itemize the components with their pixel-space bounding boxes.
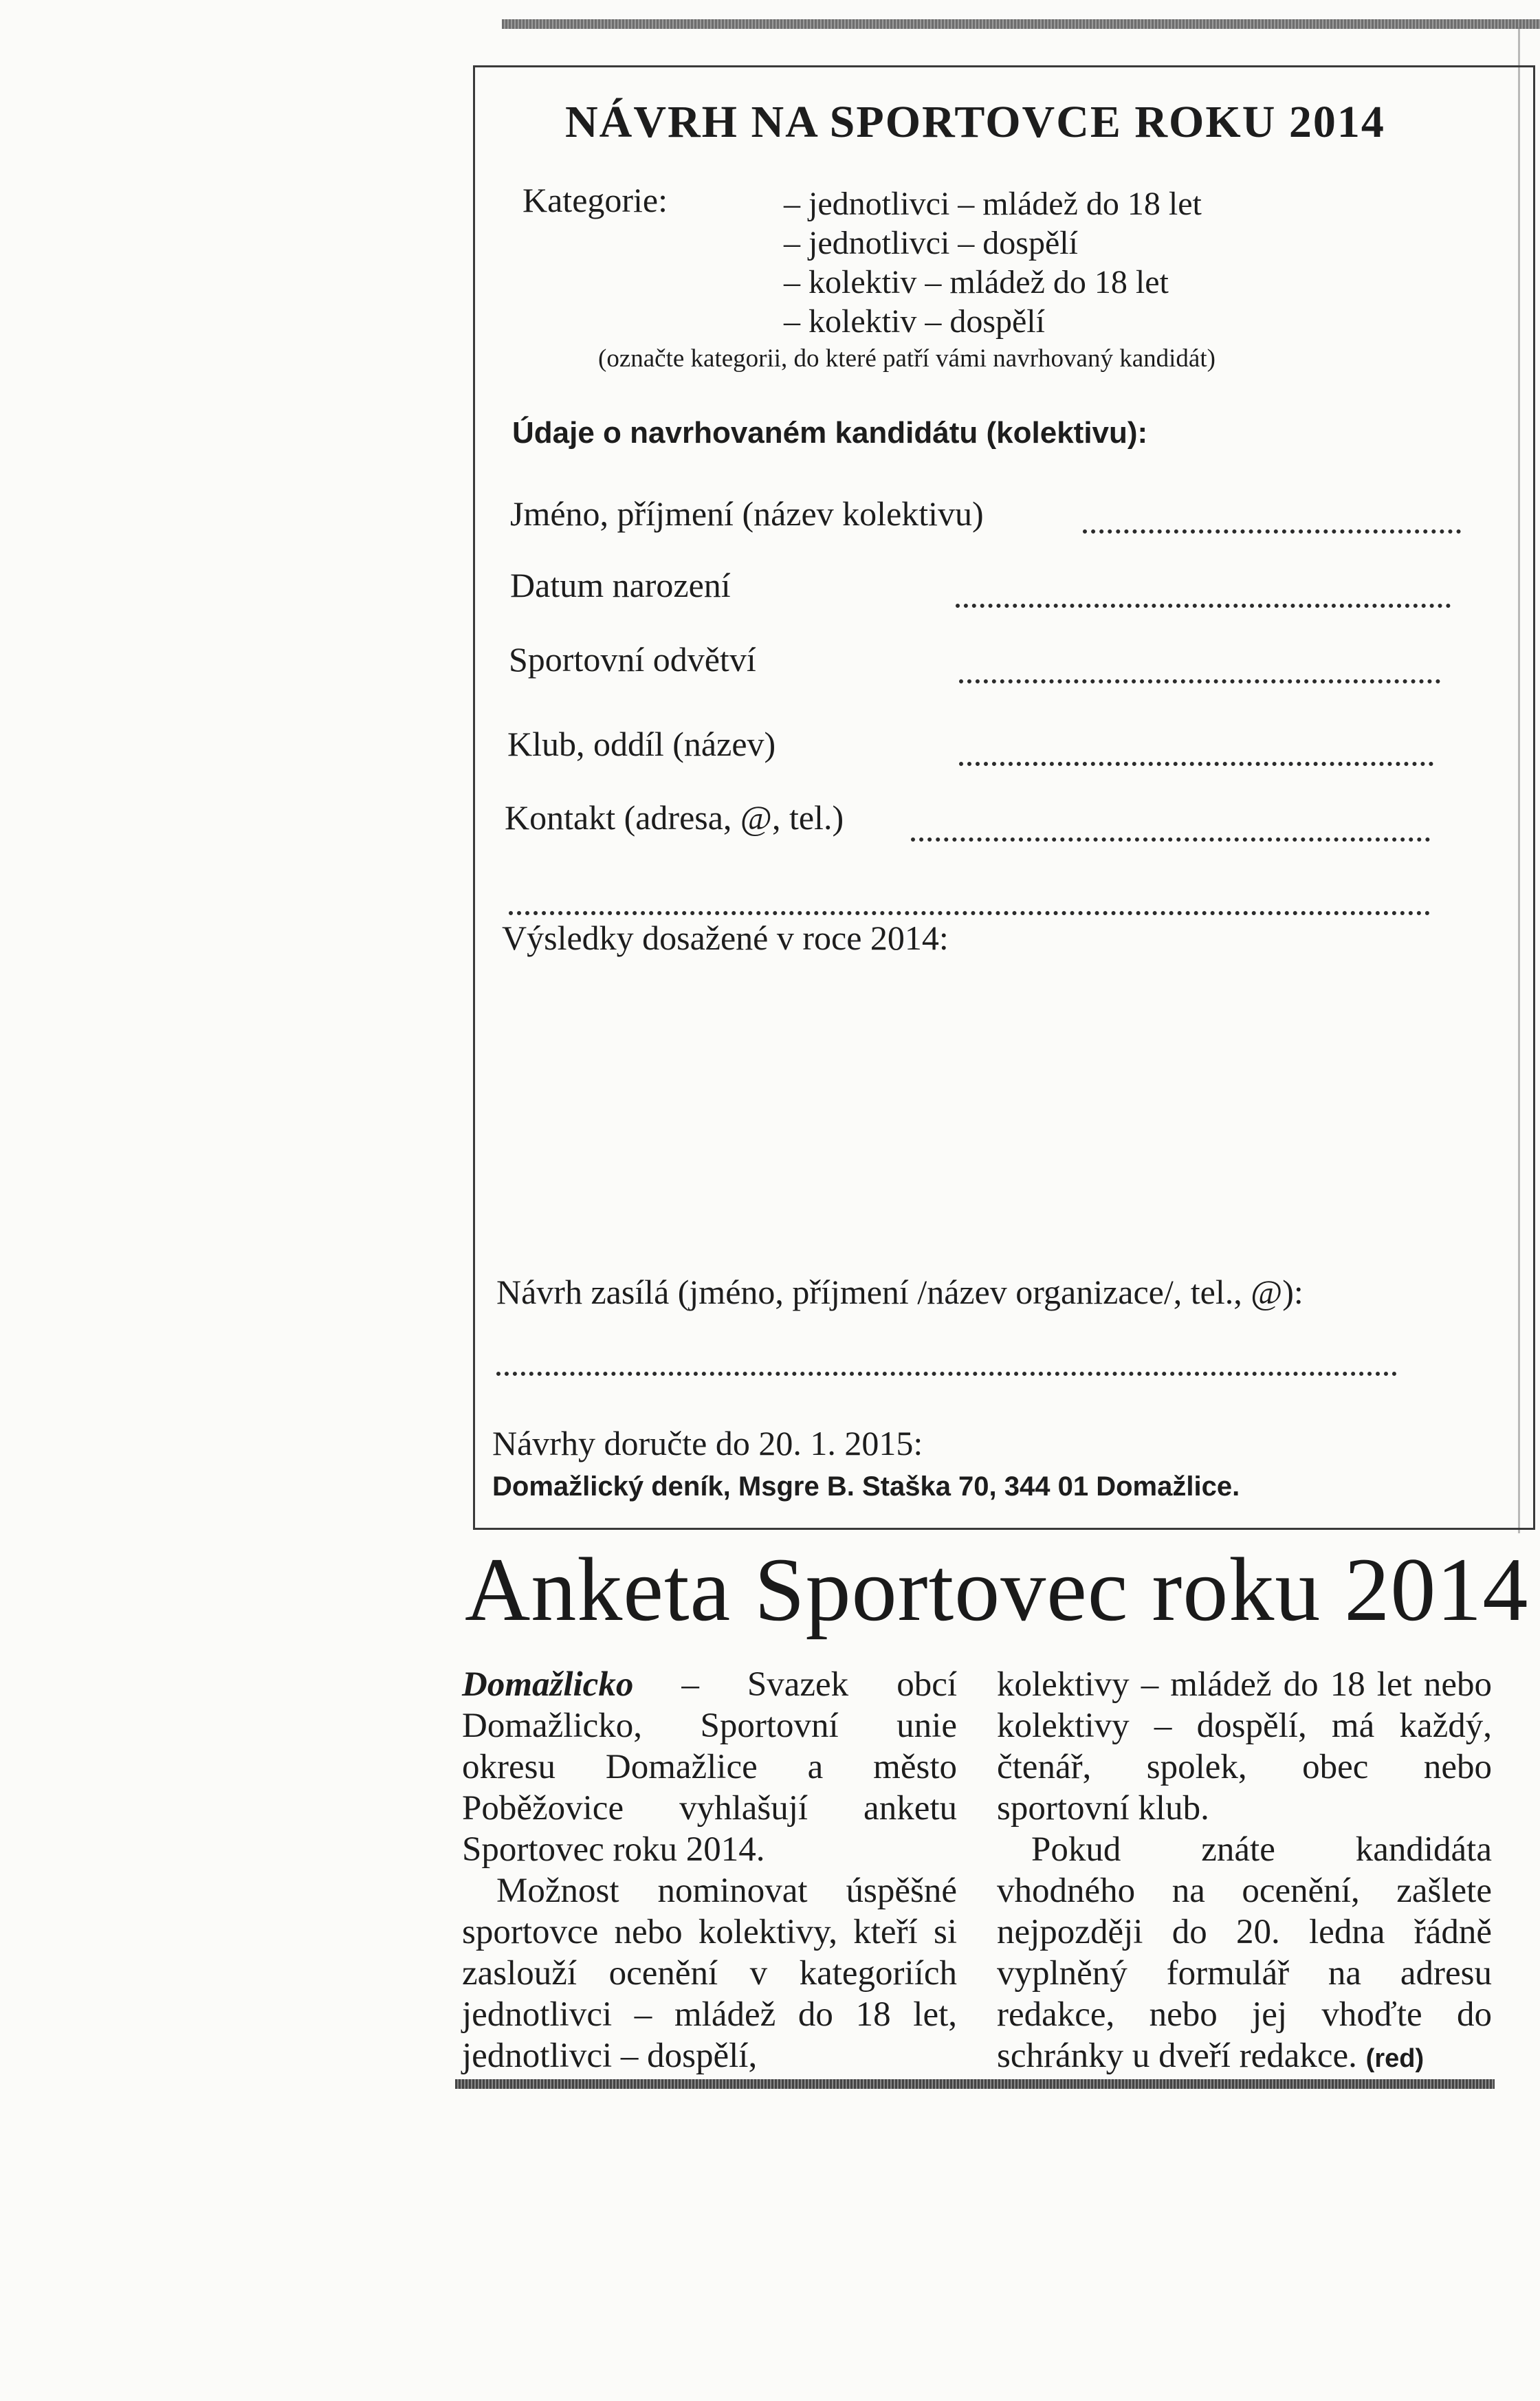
category-note: (označte kategorii, do které patří vámi navrhovaný kandidát) xyxy=(598,344,1216,373)
article-column-2 xyxy=(997,1664,1492,2079)
name-field-label: Jméno, příjmení (název kolektivu) xyxy=(510,494,984,533)
article-headline: Anketa Sportovec roku 2014 xyxy=(465,1539,1529,1640)
article-paragraph: Pokud znáte kandidáta vhodného na ocenění, zašlete nejpozději do 20. ledna řádně vyplněný formulář na adresu redakce, nebo jej vhoďte do schránky u dveří redakce. xyxy=(997,1830,1492,2075)
top-rule xyxy=(502,19,1540,29)
sport-field-line[interactable] xyxy=(959,679,1440,683)
address-text: Domažlický deník, Msgre B. Staška 70, 344 01 Domažlice. xyxy=(492,1471,1240,1502)
article-paragraph: Možnost nominovat úspěšné sportovce nebo kolektivy, kteří si zaslouží ocenění v kategoriích jednotlivci – mládež do 18 let, jednotlivci – dospělí, xyxy=(462,1872,957,2075)
contact-field-label: Kontakt (adresa, @, tel.) xyxy=(505,798,844,837)
contact-field-line[interactable] xyxy=(911,837,1430,842)
birth-field-line[interactable] xyxy=(956,604,1451,608)
article-column-1 xyxy=(462,1664,957,2076)
form-title: NÁVRH NA SPORTOVCE ROKU 2014 xyxy=(565,97,1385,147)
deadline-text: Návrhy doručte do 20. 1. 2015: xyxy=(492,1424,923,1462)
sender-field-line[interactable] xyxy=(496,1372,1397,1376)
category-option[interactable]: – jednotlivci – dospělí xyxy=(784,225,1078,261)
article-paragraph: kolektivy – mládež do 18 let nebo kolektivy – dospělí, má každý, čtenář, spolek, obec nebo sportovní klub. xyxy=(997,1665,1492,1828)
contact-field-line-2[interactable] xyxy=(509,911,1430,915)
category-option[interactable]: – kolektiv – dospělí xyxy=(784,303,1045,340)
article-signature: (red) xyxy=(1365,2044,1424,2073)
article-location: Domažlicko xyxy=(462,1665,634,1704)
birth-field-label: Datum narození xyxy=(510,566,731,604)
results-field-label: Výsledky dosažené v roce 2014: xyxy=(502,919,949,957)
bottom-rule xyxy=(455,2079,1495,2089)
sport-field-label: Sportovní odvětví xyxy=(509,640,756,679)
category-option[interactable]: – kolektiv – mládež do 18 let xyxy=(784,264,1169,300)
category-list xyxy=(784,184,1202,341)
club-field-label: Klub, oddíl (název) xyxy=(507,725,776,763)
category-option[interactable]: – jednotlivci – mládež do 18 let xyxy=(784,186,1202,222)
club-field-line[interactable] xyxy=(959,762,1433,766)
sender-label: Návrh zasílá (jméno, příjmení /název organizace/, tel., @): xyxy=(496,1273,1304,1311)
category-label: Kategorie: xyxy=(522,181,668,219)
article-paragraph: – Svazek obcí Domažlicko, Sportovní unie okresu Domažlice a město Poběžovice vyhlašují anketu Sportovec roku 2014. xyxy=(462,1665,957,1869)
candidate-heading: Údaje o navrhovaném kandidátu (kolektivu): xyxy=(512,416,1148,450)
name-field-line[interactable] xyxy=(1083,529,1461,534)
